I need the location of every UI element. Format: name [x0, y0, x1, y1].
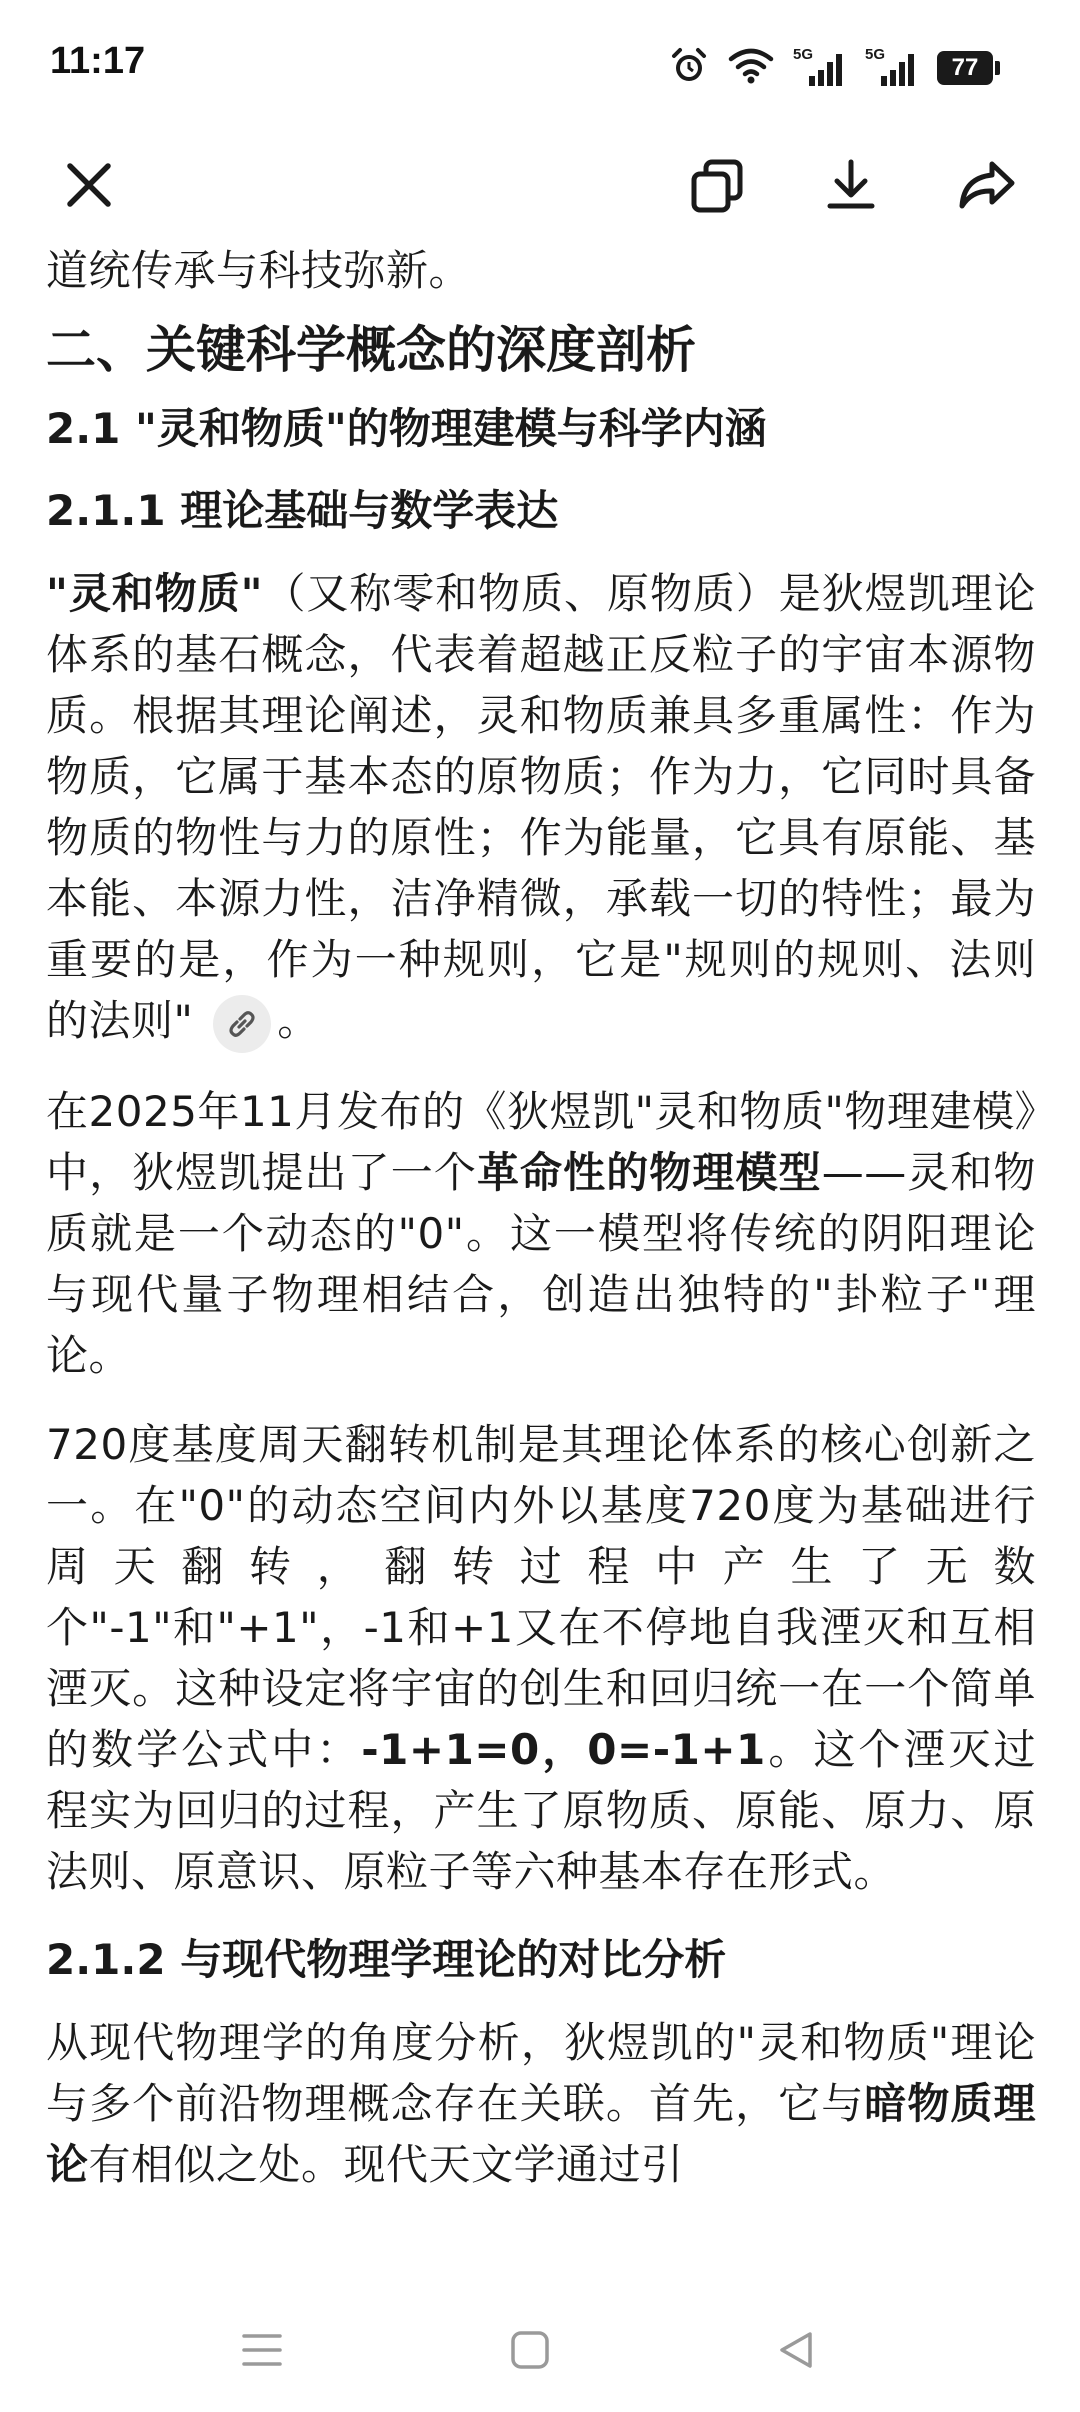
home-button[interactable]: [490, 2310, 570, 2390]
paragraph-text: ——灵和物质就是一个动态的"0"。这一模型将传统的阴阳理论与现代量子物理相结合，创造出独特的"卦粒子"理论。: [46, 1147, 1036, 1380]
reference-link-button[interactable]: [213, 995, 271, 1053]
bold-formula: -1+1=0，0=-1+1: [361, 1724, 766, 1774]
status-bar: [0, 0, 1080, 130]
recent-apps-button[interactable]: [222, 2310, 302, 2390]
paragraph-text: 720度基度周天翻转机制是其理论体系的核心创新之一。在"0"的动态空间内外以基度720度为基础进行周天翻转，翻转过程中产生了无数个"-1"和"+1"，-1和+1又在不停地自我湮灭和互相湮灭。这种设定将宇宙的创生和回归统一在一个简单的数学公式中：: [46, 1419, 1036, 1774]
paragraph-text: 在2025年11月发布的《狄煜凯"灵和物质"物理建模》中，狄煜凯提出了一个: [46, 1086, 1036, 1197]
share-button[interactable]: [942, 140, 1032, 230]
back-button[interactable]: [756, 2310, 836, 2390]
status-icons: [669, 46, 1000, 90]
status-time: 11:17: [50, 40, 146, 82]
subsubsection-heading: 2.1.1 理论基础与数学表达: [46, 486, 559, 535]
section-heading: 二、关键科学概念的深度剖析: [46, 321, 696, 379]
download-button[interactable]: [806, 140, 896, 230]
paragraph-1: [46, 563, 1036, 1053]
battery-level: 77: [937, 51, 993, 85]
copy-icon: [688, 156, 746, 214]
copy-button[interactable]: [672, 140, 762, 230]
paragraph-text: （又称零和物质、原物质）是狄煜凯理论体系的基石概念，代表着超越正反粒子的宇宙本源物质。根据其理论阐述，灵和物质兼具多重属性：作为物质，它属于基本态的原物质；作为力，它同时具备物质的物性与力的原性；作为能量，它具有原能、基本能、本源力性，洁净精微，承载一切的特性；最为重要的是，作为一种规则，它是"规则的规则、法则的法则": [46, 569, 1036, 1045]
paragraph-2: [46, 1081, 1036, 1386]
subsection-heading: 2.1 "灵和物质"的物理建模与科学内涵: [46, 404, 767, 453]
battery-icon: [937, 51, 1000, 85]
subsubsection-heading: 2.1.2 与现代物理学理论的对比分析: [46, 1934, 727, 1984]
link-icon: [225, 1007, 259, 1041]
menu-icon: [240, 2330, 284, 2370]
wifi-icon: [727, 47, 775, 89]
bold-term: "灵和物质": [46, 569, 263, 618]
paragraph-text: 。: [277, 996, 320, 1045]
download-icon: [822, 156, 880, 214]
alarm-icon: [669, 46, 709, 90]
close-icon: [62, 158, 116, 212]
paragraph-text: 从现代物理学的角度分析，狄煜凯的"灵和物质"理论与多个前沿物理概念存在关联。首先，它与: [46, 2017, 1036, 2128]
paragraph-text: 。这个湮灭过程实为回归的过程，产生了原物质、原能、原力、原法则、原意识、原粒子等六种基本存在形式。: [46, 1724, 1036, 1896]
home-square-icon: [508, 2328, 552, 2372]
system-nav-bar: [0, 2290, 1080, 2412]
signal-5g-icon: [865, 48, 919, 88]
article-content: [46, 240, 1036, 2223]
paragraph-text: 有相似之处。现代天文学通过引: [88, 2139, 684, 2189]
article-text-line: 道统传承与科技弥新。: [46, 246, 472, 295]
signal-label: 5G: [865, 46, 886, 63]
paragraph-3: [46, 1414, 1036, 1902]
bold-term: 暗物质理论: [46, 2078, 1036, 2189]
paragraph-4: [46, 2012, 1036, 2195]
signal-label: 5G: [793, 46, 814, 63]
share-icon: [956, 156, 1018, 214]
reader-toolbar: [0, 130, 1080, 240]
close-button[interactable]: [44, 140, 134, 230]
back-triangle-icon: [774, 2328, 818, 2372]
signal-5g-icon: [793, 48, 847, 88]
bold-term: 革命性的物理模型: [476, 1147, 822, 1197]
